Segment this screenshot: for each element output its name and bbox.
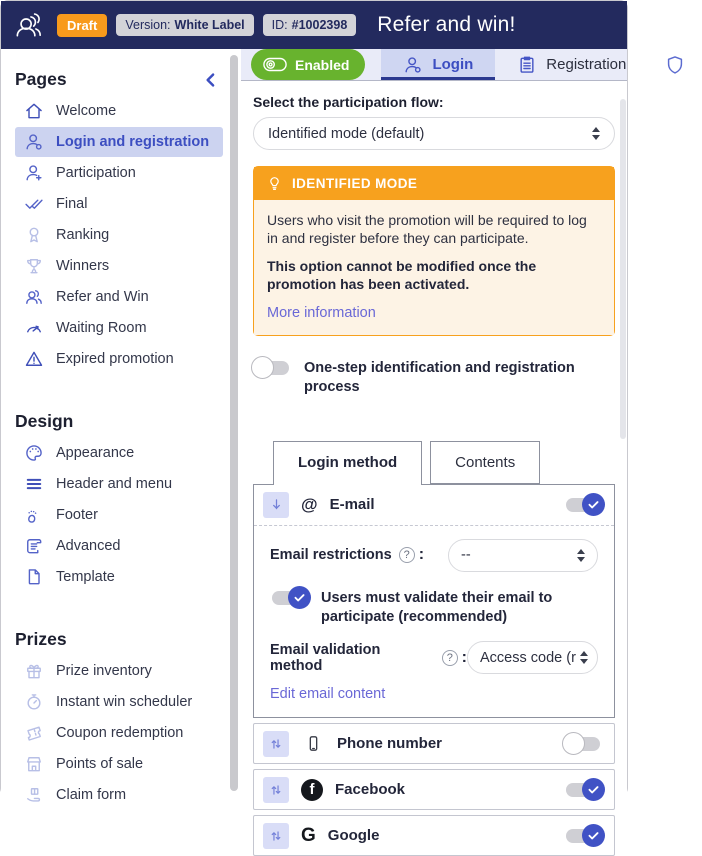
alert-header <box>254 167 614 200</box>
tab-login[interactable] <box>381 49 495 80</box>
tab-registration[interactable] <box>495 49 648 80</box>
alert-title: IDENTIFIED MODE <box>292 176 418 191</box>
section-heading-prizes <box>15 629 223 650</box>
id-label: ID: <box>271 18 288 32</box>
enabled-label: Enabled <box>295 56 350 73</box>
email-restrictions-row <box>270 539 598 572</box>
help-icon[interactable]: ? <box>399 547 415 563</box>
facebook-method-toggle[interactable] <box>564 781 602 799</box>
tab-login-label: Login <box>432 56 474 73</box>
stopwatch-icon <box>23 692 45 712</box>
participation-flow-label: Select the participation flow: <box>253 94 444 110</box>
facebook-method-label: Facebook <box>335 781 406 799</box>
shield-icon[interactable] <box>648 49 702 80</box>
lightbulb-icon <box>266 175 283 192</box>
check-icon <box>293 591 306 604</box>
select-arrows-icon <box>569 549 585 562</box>
version-label: Version: <box>125 18 171 32</box>
sidebar <box>1 49 241 803</box>
pages-heading-label: Pages <box>15 69 67 89</box>
phone-icon <box>301 734 325 753</box>
sidebar-item-refer-and-win[interactable] <box>15 282 223 312</box>
sidebar-item-label: Login and registration <box>56 134 210 150</box>
facebook-method-row <box>253 769 615 810</box>
sidebar-item-ranking[interactable] <box>15 220 223 250</box>
google-method-row <box>253 815 615 856</box>
sidebar-item-label: Prize inventory <box>56 663 152 679</box>
reorder-handle-icon[interactable] <box>263 823 289 849</box>
email-restrictions-select[interactable] <box>448 539 598 572</box>
tab-contents[interactable]: Contents <box>430 441 540 484</box>
footprint-icon <box>23 505 45 525</box>
sidebar-item-coupon-redemption[interactable] <box>15 718 223 748</box>
sidebar-item-label: Instant win scheduler <box>56 694 193 710</box>
warning-icon <box>23 349 45 369</box>
participation-flow-select[interactable] <box>253 117 615 150</box>
alert-text: Users who visit the promotion will be required to log in and register before they can participate. <box>267 212 587 247</box>
check-icon <box>587 783 600 796</box>
facebook-icon: f <box>301 779 323 801</box>
sidebar-item-waiting-room[interactable] <box>15 313 223 343</box>
sidebar-item-instant-win-scheduler[interactable] <box>15 687 223 717</box>
sidebar-item-label: Template <box>56 569 115 585</box>
sidebar-item-expired-promotion[interactable] <box>15 344 223 374</box>
email-method-toggle[interactable] <box>564 496 602 514</box>
sidebar-item-label: Advanced <box>56 538 121 554</box>
sidebar-item-winners[interactable] <box>15 251 223 281</box>
sidebar-item-label: Footer <box>56 507 98 523</box>
gift-icon <box>23 661 45 681</box>
toggle-outline-icon <box>263 57 287 72</box>
section-heading-design <box>15 411 223 432</box>
sidebar-item-label: Expired promotion <box>56 351 174 367</box>
email-settings <box>254 526 614 718</box>
design-heading-label: Design <box>15 411 74 431</box>
menu-icon <box>23 474 45 494</box>
participation-flow-value: Identified mode (default) <box>268 125 425 142</box>
content-scrollbar[interactable] <box>620 99 626 439</box>
identified-mode-alert <box>253 166 615 336</box>
sidebar-item-label: Appearance <box>56 445 135 461</box>
gauge-icon <box>23 318 45 338</box>
sidebar-item-prize-inventory[interactable] <box>15 656 223 686</box>
sidebar-item-points-of-sale[interactable] <box>15 749 223 779</box>
version-value: White Label <box>174 18 245 32</box>
sidebar-item-label: Refer and Win <box>56 289 149 305</box>
sidebar-item-label: Welcome <box>56 103 117 119</box>
id-badge <box>263 14 357 36</box>
email-method-label: E-mail <box>329 496 375 514</box>
sidebar-item-final[interactable] <box>15 189 223 219</box>
select-arrows-icon <box>572 651 588 664</box>
sidebar-item-login-and-registration[interactable] <box>15 127 223 157</box>
medal-icon <box>23 225 45 245</box>
select-arrows-icon <box>584 127 600 140</box>
validate-email-label: Users must validate their email to participate (recommended) <box>321 589 553 625</box>
sidebar-item-footer[interactable] <box>15 500 223 530</box>
sidebar-item-label: Points of sale <box>56 756 144 772</box>
sidebar-item-advanced[interactable] <box>15 531 223 561</box>
one-step-toggle[interactable] <box>253 359 291 377</box>
validation-method-select[interactable] <box>467 641 598 674</box>
main-panel <box>241 49 627 847</box>
alert-text-bold: This option cannot be modified once the promotion has been activated. <box>267 257 537 293</box>
sidebar-item-participation[interactable] <box>15 158 223 188</box>
help-icon[interactable]: ? <box>442 650 458 666</box>
id-value: #1002398 <box>291 18 348 32</box>
status-badge: Draft <box>57 14 107 37</box>
version-badge <box>116 14 253 36</box>
sidebar-item-label: Participation <box>56 165 136 181</box>
prizes-heading-label: Prizes <box>15 629 67 649</box>
trophy-icon <box>23 256 45 276</box>
validation-method-label: Email validation method <box>270 641 381 674</box>
check-icon <box>587 829 600 842</box>
reorder-handle-icon[interactable] <box>263 731 289 757</box>
user-settings-icon <box>23 132 45 152</box>
palette-icon <box>23 443 45 463</box>
sidebar-item-welcome[interactable] <box>15 96 223 126</box>
validation-method-row <box>270 641 598 674</box>
more-information-link[interactable]: More information <box>267 304 376 321</box>
double-check-icon <box>23 194 45 214</box>
tab-registration-label: Registration <box>546 56 627 73</box>
google-icon: G <box>301 825 316 847</box>
validate-email-toggle-row <box>270 589 598 627</box>
user-plus-icon <box>23 163 45 183</box>
google-method-label: Google <box>327 827 380 845</box>
phone-method-toggle[interactable] <box>564 735 602 753</box>
google-method-toggle[interactable] <box>564 827 602 845</box>
email-restrictions-value: -- <box>461 547 471 564</box>
sidebar-scrollbar[interactable] <box>230 55 238 791</box>
login-settings-content <box>241 81 627 856</box>
reorder-handle-icon[interactable] <box>263 777 289 803</box>
sidebar-item-label: Header and menu <box>56 476 173 492</box>
claim-form-icon <box>23 785 45 805</box>
clipboard-icon <box>517 55 537 75</box>
top-bar <box>1 1 627 49</box>
scroll-icon <box>23 536 45 556</box>
email-restrictions-label: Email restrictions <box>270 547 392 564</box>
method-tabs <box>273 441 615 484</box>
enabled-status-pill[interactable] <box>251 49 365 80</box>
sidebar-item-claim-form[interactable] <box>15 780 223 810</box>
sidebar-item-label: Winners <box>56 258 110 274</box>
validation-method-value: Access code (r <box>480 649 576 666</box>
one-step-label: One-step identification and registration process <box>304 360 575 395</box>
alert-body <box>254 200 614 335</box>
people-icon <box>23 287 45 307</box>
sidebar-item-label: Coupon redemption <box>56 725 184 741</box>
sidebar-item-appearance[interactable] <box>15 438 223 468</box>
drag-handle-icon[interactable] <box>263 492 289 518</box>
colon: : <box>418 546 425 564</box>
check-icon <box>587 498 600 511</box>
at-icon: @ <box>301 494 318 514</box>
login-registration-tabbar <box>241 49 627 81</box>
sidebar-item-template[interactable] <box>15 562 223 592</box>
file-icon <box>23 567 45 587</box>
phone-method-row <box>253 723 615 764</box>
section-heading-pages <box>15 69 223 90</box>
sidebar-item-label: Ranking <box>56 227 110 243</box>
edit-email-content-link[interactable]: Edit email content <box>270 686 386 703</box>
login-method-panel <box>253 484 615 719</box>
page-title: Refer and win! <box>377 13 516 36</box>
sidebar-item-label: Final <box>56 196 88 212</box>
app-logo-people-icon <box>13 9 46 42</box>
sidebar-item-header-and-menu[interactable] <box>15 469 223 499</box>
sidebar-item-label: Waiting Room <box>56 320 147 336</box>
validate-email-toggle[interactable] <box>270 589 308 607</box>
tab-login-method[interactable]: Login method <box>273 441 422 485</box>
user-settings-icon <box>403 55 423 75</box>
home-icon <box>23 101 45 121</box>
store-icon <box>23 754 45 774</box>
ticket-icon <box>23 723 45 743</box>
phone-method-label: Phone number <box>337 735 443 753</box>
one-step-toggle-row <box>253 359 615 397</box>
collapse-sidebar-icon[interactable] <box>201 70 221 90</box>
colon: : <box>461 648 467 666</box>
email-method-row <box>254 485 614 525</box>
sidebar-item-label: Claim form <box>56 787 127 803</box>
